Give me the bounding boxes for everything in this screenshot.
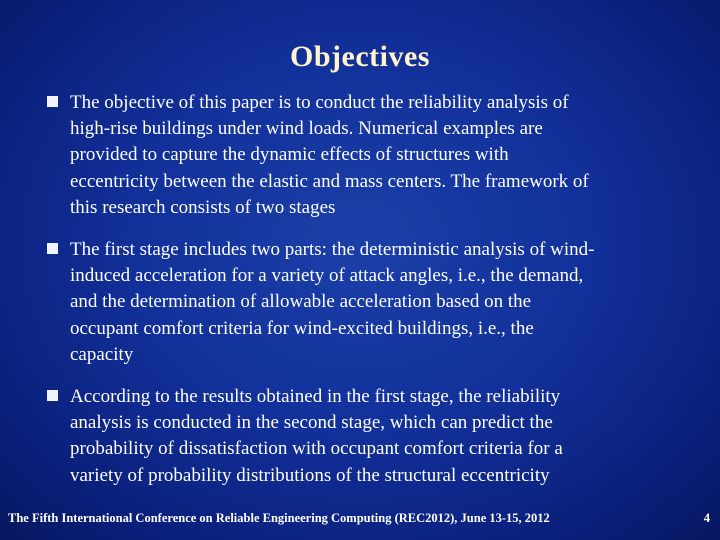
bullet-line: high-rise buildings under wind loads. Numerical examples are [70, 118, 543, 140]
bullet-line: occupant comfort criteria for wind-excited buildings, i.e., the [70, 317, 534, 339]
bullet-list [44, 90, 712, 505]
bullet-line: The first stage includes two parts: the deterministic analysis of wind- [70, 239, 595, 261]
bullet-item-second-stage [44, 384, 712, 489]
bullet-line: this research consists of two stages [70, 196, 336, 218]
bullet-line: According to the results obtained in the first stage, the reliability [70, 386, 561, 408]
slide-title: Objectives [290, 40, 430, 73]
square-bullet-icon [47, 96, 58, 107]
bullet-line: capacity [70, 343, 134, 365]
bullet-item-first-stage [44, 237, 712, 368]
page-number: 4 [703, 511, 710, 525]
bullet-line: and the determination of allowable acceleration based on the [70, 291, 532, 313]
bullet-line: eccentricity between the elastic and mass centers. The framework of [70, 170, 589, 192]
bullet-line: provided to capture the dynamic effects of structures with [70, 144, 509, 166]
square-bullet-icon [47, 243, 58, 254]
bullet-line: variety of probability distributions of the structural eccentricity [70, 464, 550, 486]
bullet-line: probability of dissatisfaction with occupant comfort criteria for a [70, 438, 563, 460]
square-bullet-icon [47, 390, 58, 401]
slide-footer: The Fifth International Conference on Reliable Engineering Computing (REC2012), June 13-15, 2012 [8, 511, 550, 525]
bullet-line: The objective of this paper is to conduct the reliability analysis of [70, 92, 569, 113]
bullet-item-objective [44, 90, 712, 221]
bullet-line: induced acceleration for a variety of attack angles, i.e., the demand, [70, 265, 584, 287]
bullet-line: analysis is conducted in the second stage, which can predict the [70, 412, 553, 434]
